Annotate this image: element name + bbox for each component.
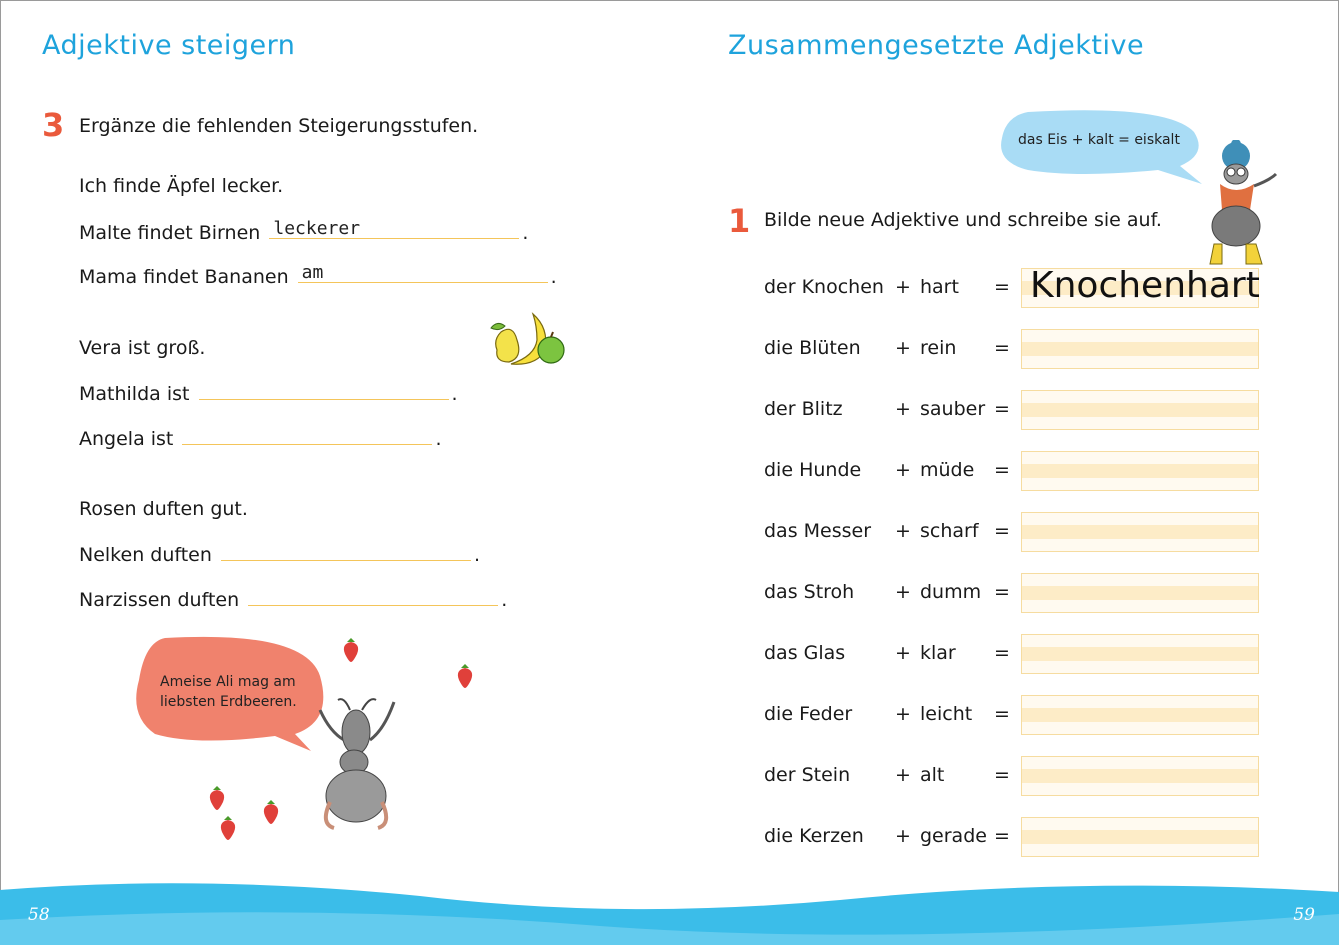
period: . — [501, 589, 508, 611]
compound-row — [764, 634, 1264, 674]
answer-band — [1022, 830, 1258, 844]
plus-sign: + — [895, 459, 911, 481]
answer-field[interactable] — [1021, 817, 1259, 857]
answer-field[interactable] — [1021, 756, 1259, 796]
sentence-comparative-2 — [79, 381, 458, 405]
answer-blank[interactable] — [221, 542, 471, 561]
sentence-prefix: Narzissen duften — [79, 589, 240, 611]
equals-sign: = — [994, 825, 1010, 847]
sentence-prefix: Mathilda ist — [79, 383, 190, 405]
compound-row — [764, 329, 1264, 369]
period: . — [473, 544, 481, 566]
answer-band — [1022, 708, 1258, 722]
answer-field[interactable] — [1021, 512, 1259, 552]
answer-field[interactable] — [1021, 695, 1259, 735]
noun: die Blüten — [764, 337, 861, 359]
compound-row — [764, 265, 1264, 308]
speech-bubble-right-text: das Eis + kalt = eiskalt — [1018, 132, 1180, 148]
strawberry-icon — [261, 798, 281, 824]
period: . — [522, 222, 529, 244]
period: . — [550, 266, 557, 288]
period: . — [451, 383, 458, 405]
equals-sign: = — [994, 581, 1010, 603]
adjective: scharf — [920, 520, 979, 542]
noun: der Blitz — [764, 398, 843, 420]
left-instruction: Ergänze die fehlenden Steigerungsstufen. — [79, 115, 479, 137]
plus-sign: + — [895, 642, 911, 664]
sentence-superlative-2 — [79, 426, 441, 450]
adjective: müde — [920, 459, 975, 481]
adjective: sauber — [920, 398, 986, 420]
period: . — [435, 428, 442, 450]
answer-band — [1022, 403, 1258, 417]
answer-field[interactable] — [1021, 265, 1260, 308]
strawberry-icon — [207, 784, 227, 810]
adjective: leicht — [920, 703, 973, 725]
answer-field[interactable] — [1021, 573, 1259, 613]
compound-row — [764, 573, 1264, 613]
sentence-prefix: Nelken duften — [79, 544, 212, 566]
adjective: rein — [920, 337, 957, 359]
answer-band — [1022, 647, 1258, 661]
equals-sign: = — [994, 703, 1010, 725]
compound-row — [764, 451, 1264, 491]
page-number-left: 58 — [28, 905, 50, 925]
plus-sign: + — [895, 276, 911, 298]
bottom-wave — [0, 880, 1339, 945]
sentence-superlative-1 — [79, 264, 557, 288]
plus-sign: + — [895, 703, 911, 725]
left-page-title: Adjektive steigern — [42, 30, 296, 61]
handwritten-answer: leckerer — [273, 218, 361, 239]
strawberry-icon — [341, 636, 361, 662]
answer-field[interactable] — [1021, 390, 1259, 430]
equals-sign: = — [994, 642, 1010, 664]
answer-blank[interactable] — [269, 220, 519, 239]
right-page-title: Zusammengesetzte Adjektive — [728, 30, 1145, 61]
noun: der Knochen — [764, 276, 884, 298]
equals-sign: = — [994, 276, 1010, 298]
adjective: alt — [920, 764, 945, 786]
equals-sign: = — [994, 398, 1010, 420]
compound-row — [764, 512, 1264, 552]
right-exercise-number: 1 — [728, 202, 751, 240]
answer-blank[interactable] — [182, 426, 432, 445]
bubble-line-2: liebsten Erdbeeren. — [160, 694, 297, 710]
bubble-line-1: Ameise Ali mag am — [160, 674, 296, 690]
sentence-prefix: Angela ist — [79, 428, 174, 450]
fruit-illustration — [483, 310, 569, 368]
plus-sign: + — [895, 764, 911, 786]
answer-band — [1022, 464, 1258, 478]
adjective: gerade — [920, 825, 987, 847]
plus-sign: + — [895, 398, 911, 420]
answer-text: Knochenhart — [1030, 265, 1260, 306]
compound-row — [764, 756, 1264, 796]
equals-sign: = — [994, 337, 1010, 359]
answer-field[interactable] — [1021, 451, 1259, 491]
noun: das Stroh — [764, 581, 855, 603]
speech-bubble-right — [998, 108, 1208, 188]
sentence-positive-1: Ich finde Äpfel lecker. — [79, 175, 284, 197]
sentence-positive-2: Vera ist groß. — [79, 337, 206, 359]
sentence-superlative-3 — [79, 587, 507, 611]
sentence-prefix: Malte findet Birnen — [79, 222, 261, 244]
answer-band — [1022, 525, 1258, 539]
compound-row — [764, 817, 1264, 857]
plus-sign: + — [895, 337, 911, 359]
strawberry-icon — [218, 814, 238, 840]
compound-row — [764, 390, 1264, 430]
sentence-positive-3: Rosen duften gut. — [79, 498, 248, 520]
answer-blank[interactable] — [199, 381, 449, 400]
page-number-right: 59 — [1293, 905, 1315, 925]
character-illustration — [1196, 140, 1286, 270]
noun: der Stein — [764, 764, 851, 786]
answer-field[interactable] — [1021, 329, 1259, 369]
answer-band — [1022, 769, 1258, 783]
equals-sign: = — [994, 459, 1010, 481]
noun: die Hunde — [764, 459, 862, 481]
ant-illustration — [300, 692, 410, 832]
compound-row — [764, 695, 1264, 735]
noun: die Feder — [764, 703, 853, 725]
noun: das Glas — [764, 642, 846, 664]
adjective: dumm — [920, 581, 982, 603]
equals-sign: = — [994, 520, 1010, 542]
sentence-comparative-3 — [79, 542, 480, 566]
noun: die Kerzen — [764, 825, 864, 847]
equals-sign: = — [994, 764, 1010, 786]
answer-blank[interactable] — [248, 587, 498, 606]
sentence-comparative-1 — [79, 220, 528, 244]
adjective: klar — [920, 642, 956, 664]
noun: das Messer — [764, 520, 872, 542]
plus-sign: + — [895, 825, 911, 847]
answer-field[interactable] — [1021, 634, 1259, 674]
plus-sign: + — [895, 581, 911, 603]
speech-bubble-left-text — [160, 672, 297, 712]
sentence-prefix: Mama findet Bananen — [79, 266, 289, 288]
right-instruction: Bilde neue Adjektive und schreibe sie auf. — [764, 209, 1162, 231]
adjective: hart — [920, 276, 959, 298]
strawberry-icon — [455, 662, 475, 688]
left-exercise-number: 3 — [42, 106, 65, 144]
handwritten-answer: am — [301, 262, 324, 283]
answer-blank[interactable] — [298, 264, 548, 283]
answer-band — [1022, 342, 1258, 356]
plus-sign: + — [895, 520, 911, 542]
answer-band — [1022, 586, 1258, 600]
